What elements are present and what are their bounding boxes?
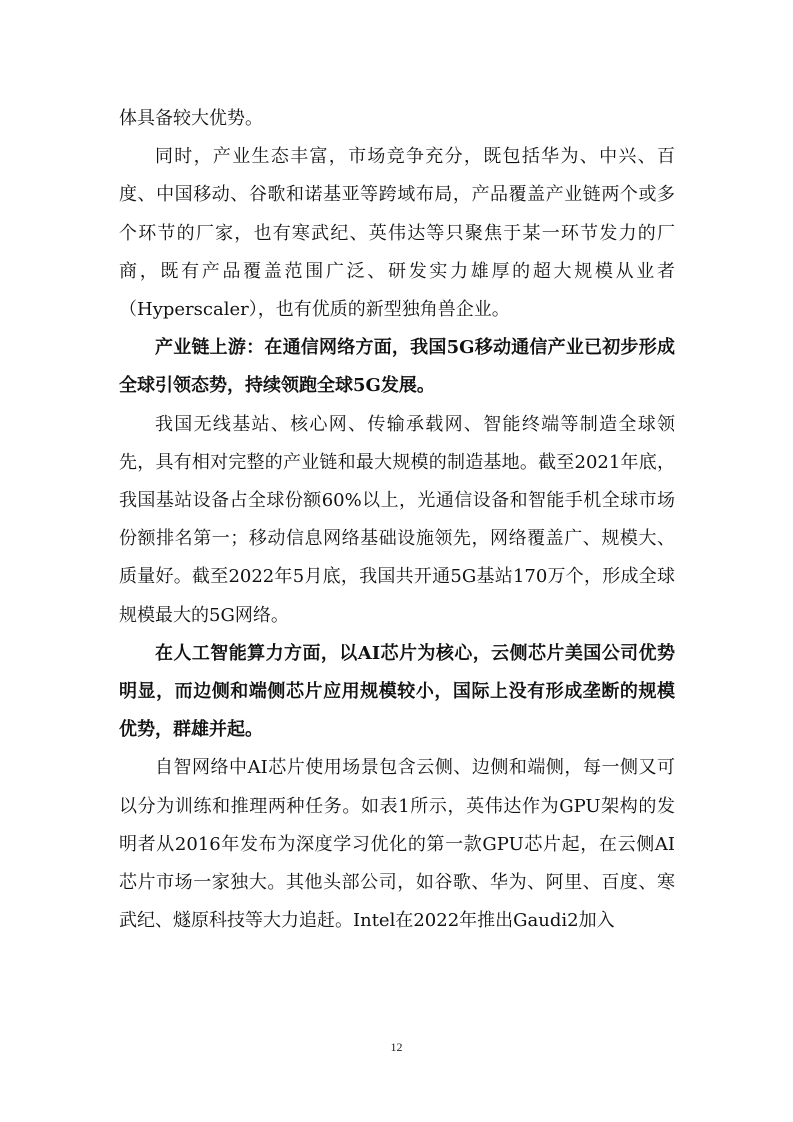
paragraph-1: 体具备较大优势。 — [119, 108, 263, 129]
paragraph-2: 同时，产业生态丰富，市场竞争充分，既包括华为、中兴、百度、中国移动、谷歌和诺基亚等跨域布局，产品覆盖产业链两个或多个环节的厂家，也有寒武纪、英伟达等只聚焦于某一环节发力的厂商，既有产品覆盖范围广泛、研发实力雄厚的超大规模从业者（Hyperscaler），也有优质的新型独角兽企业。 — [119, 146, 675, 321]
paragraph-4: 我国无线基站、核心网、传输承载网、智能终端等制造全球领先，具有相对完整的产业链和最大规模的制造基地。截至2021年底，我国基站设备占全球份额60%以上，光通信设备和智能手机全球市场份额排名第一；移动信息网络基础设施领先，网络覆盖广、规模大、质量好。截至2022年5月底，我国共开通5G基站170万个，形成全球规模最大的5G网络。 — [119, 413, 675, 626]
document-body — [119, 100, 675, 940]
paragraph-5-heading: 在人工智能算力方面，以AI芯片为核心，云侧芯片美国公司优势明显，而边侧和端侧芯片应用规模较小，国际上没有形成垄断的规模优势，群雄并起。 — [119, 642, 675, 741]
page-number: 12 — [390, 1040, 403, 1054]
paragraph-6: 自智网络中AI芯片使用场景包含云侧、边侧和端侧，每一侧又可以分为训练和推理两种任务。如表1所示，英伟达作为GPU架构的发明者从2016年发布为深度学习优化的第一款GPU芯片起，在云侧AI芯片市场一家独大。其他头部公司，如谷歌、华为、阿里、百度、寒武纪、燧原科技等大力追赶。Intel在2022年推出Gaudi2加入 — [119, 757, 675, 932]
paragraph-3-heading: 产业链上游：在通信网络方面，我国5G移动通信产业已初步形成全球引领态势，持续领跑全球5G发展。 — [119, 337, 675, 397]
